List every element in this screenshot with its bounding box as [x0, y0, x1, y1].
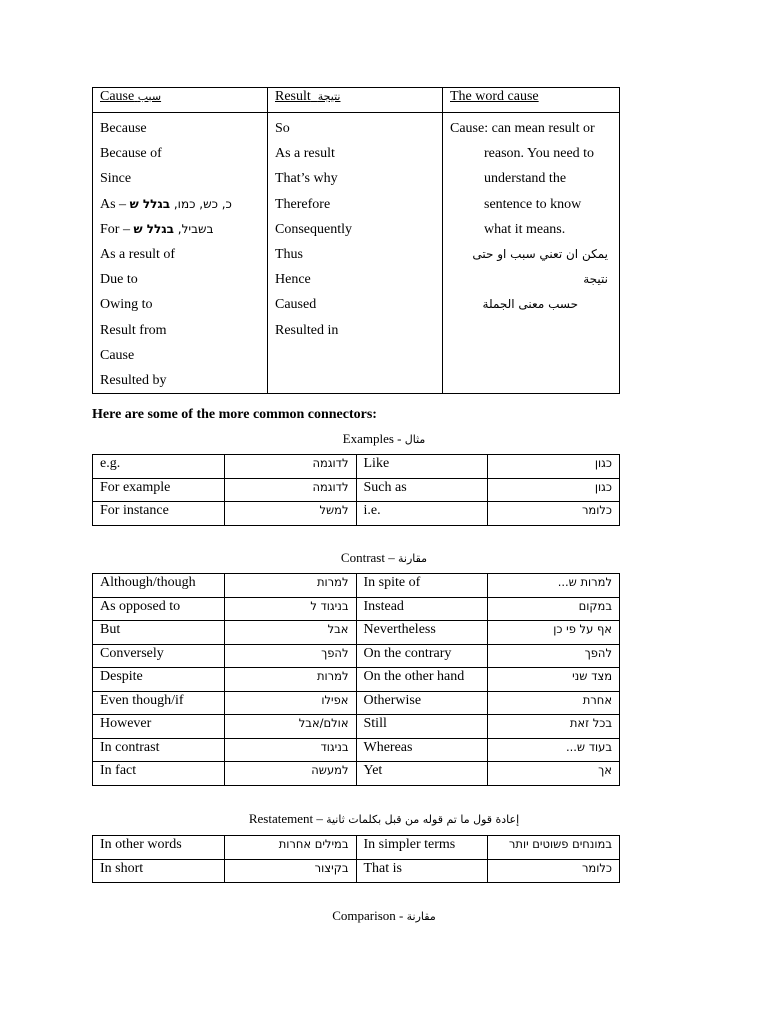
connector-en: On the other hand [356, 668, 488, 692]
table-row [93, 455, 620, 479]
connector-en: However [93, 715, 225, 739]
connector-en: That is [356, 859, 488, 883]
connector-he: לדוגמה [224, 478, 356, 502]
note-arabic: يمكن ان تعني سبب او حتى نتيجة [472, 247, 608, 287]
connector-en: As opposed to [93, 597, 225, 621]
cause-item: Because [100, 121, 147, 136]
connector-en: For instance [93, 502, 225, 526]
connector-he: בעוד ש... [488, 738, 620, 762]
connector-he: כלומר [488, 859, 620, 883]
table-row [93, 574, 620, 598]
connector-en: On the contrary [356, 644, 488, 668]
cause-item-for: For – בשביל, בגלל ש [100, 221, 214, 237]
connector-en: Like [356, 455, 488, 479]
table-row [93, 762, 620, 786]
header-cause: Cause سبب [93, 88, 268, 113]
result-item: Caused [275, 297, 317, 313]
connector-he: למעשה [224, 762, 356, 786]
note-line: Cause: can mean result or [450, 121, 595, 136]
connector-en: Whereas [356, 738, 488, 762]
examples-table [92, 454, 620, 526]
cause-item: As a result of [100, 246, 176, 262]
table-row [93, 715, 620, 739]
connector-he: במקום [488, 597, 620, 621]
connector-he: לדוגמה [224, 455, 356, 479]
result-item: Resulted in [275, 322, 339, 338]
connector-he: במונחים פשוטים יותר [488, 836, 620, 860]
cause-item: Resulted by [100, 372, 167, 388]
connector-en: Still [356, 715, 488, 739]
cause-item: Cause [100, 347, 135, 363]
note-arabic: حسب معنى الجملة [482, 297, 578, 312]
result-item: So [275, 121, 290, 136]
result-item: That’s why [275, 171, 338, 187]
comparison-caption: Comparison - مقارنة [332, 908, 436, 923]
connector-en: For example [93, 478, 225, 502]
connector-he: להפך [224, 644, 356, 668]
result-item: Therefore [275, 196, 331, 212]
connector-he: אפילו [224, 691, 356, 715]
connector-he: בקיצור [224, 859, 356, 883]
header-word-cause: The word cause [443, 88, 620, 113]
table-row [93, 597, 620, 621]
connector-he: כגון [488, 478, 620, 502]
result-item: Hence [275, 272, 311, 288]
connector-en: Although/though [93, 574, 225, 598]
cause-item: Because of [100, 146, 162, 162]
table-row [93, 478, 620, 502]
result-item: As a result [275, 146, 335, 162]
connector-he: בכל זאת [488, 715, 620, 739]
connector-he: אולם/אבל [224, 715, 356, 739]
connector-he: במילים אחרות [224, 836, 356, 860]
connector-he: אחרת [488, 691, 620, 715]
restatement-caption: Restatement – إعادة قول ما تم قوله من قبل بكلمات ثانية [248, 811, 520, 826]
cause-item-as: As – כ, כש, כמו, בגלל ש [100, 196, 232, 212]
connector-en: Even though/if [93, 691, 225, 715]
result-item: Consequently [275, 221, 352, 237]
connector-he: אך [488, 762, 620, 786]
connector-he: להפך [488, 644, 620, 668]
connector-en: Despite [93, 668, 225, 692]
restatement-table [92, 835, 620, 883]
connector-he: אבל [224, 621, 356, 645]
connector-he: למרות [224, 668, 356, 692]
note-line: reason. You need to [484, 146, 595, 162]
connector-he: אף על פי כן [488, 621, 620, 645]
contrast-caption: Contrast – مقارنة [340, 550, 428, 565]
section-heading: Here are some of the more common connectors: [92, 407, 377, 422]
connector-en: Otherwise [356, 691, 488, 715]
table-row [93, 502, 620, 526]
connector-he: מצד שני [488, 668, 620, 692]
note-line: what it means. [484, 221, 566, 237]
connector-en: In other words [93, 836, 225, 860]
connector-en: Such as [356, 478, 488, 502]
result-list [268, 113, 443, 394]
connector-he: למשל [224, 502, 356, 526]
table-row [93, 836, 620, 860]
note-line: sentence to know [484, 196, 582, 212]
connector-en: But [93, 621, 225, 645]
connector-en: Conversely [93, 644, 225, 668]
table-row [93, 691, 620, 715]
connector-he: כגון [488, 455, 620, 479]
connector-en: Instead [356, 597, 488, 621]
connector-he: כלומר [488, 502, 620, 526]
connector-en: Yet [356, 762, 488, 786]
connector-he: בניגוד [224, 738, 356, 762]
connector-en: Nevertheless [356, 621, 488, 645]
connector-en: e.g. [93, 455, 225, 479]
cause-item: Result from [100, 322, 167, 338]
table-row [93, 738, 620, 762]
table-row [93, 668, 620, 692]
table-row [93, 621, 620, 645]
connector-en: In fact [93, 762, 225, 786]
connector-he: למרות ש... [488, 574, 620, 598]
connector-en: In contrast [93, 738, 225, 762]
examples-caption: Examples - مثال [342, 431, 426, 446]
result-item: Thus [275, 246, 303, 262]
cause-item: Owing to [100, 297, 153, 313]
connector-en: In short [93, 859, 225, 883]
connector-en: In simpler terms [356, 836, 488, 860]
note-line: understand the [484, 171, 567, 187]
cause-result-table [92, 87, 620, 394]
connector-en: i.e. [356, 502, 488, 526]
word-cause-note [443, 113, 620, 394]
table-row [93, 644, 620, 668]
connector-he: בניגוד ל [224, 597, 356, 621]
connector-en: In spite of [356, 574, 488, 598]
cause-item: Since [100, 171, 132, 187]
header-result: Result نتيجة [268, 88, 443, 113]
table-row [93, 859, 620, 883]
cause-list [93, 113, 268, 394]
cause-item: Due to [100, 272, 138, 288]
contrast-table [92, 573, 620, 786]
connector-he: למרות [224, 574, 356, 598]
